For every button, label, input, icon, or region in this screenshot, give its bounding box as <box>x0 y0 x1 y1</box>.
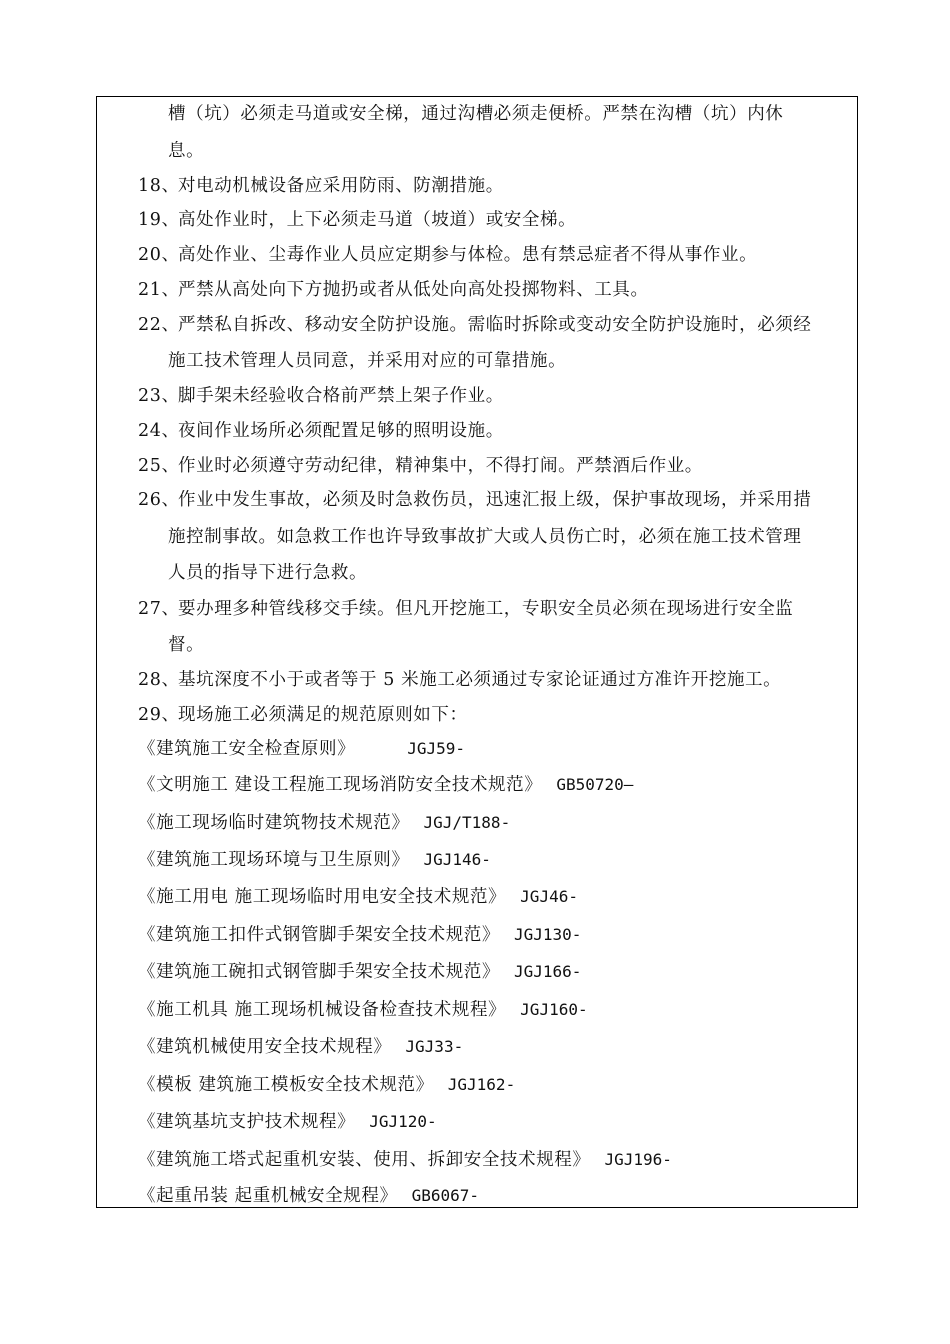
item-text: 夜间作业场所必须配置足够的照明设施。 <box>178 421 504 441</box>
item-number: 25、 <box>138 456 180 476</box>
standard-entry <box>138 774 633 796</box>
list-item-continuation: 息。 <box>168 141 205 161</box>
standard-code: JGJ/T188- <box>423 813 511 832</box>
item-number: 23、 <box>138 386 180 406</box>
standard-title: 《模板 建筑施工模板安全技术规范》 <box>138 1075 434 1095</box>
standard-title: 《建筑机械使用安全技术规程》 <box>138 1037 392 1057</box>
item-number: 22、 <box>138 315 180 335</box>
item-number: 27、 <box>138 599 180 619</box>
standard-title: 《建筑施工塔式起重机安装、使用、拆卸安全技术规程》 <box>138 1150 591 1170</box>
list-item-continuation: 人员的指导下进行急救。 <box>168 563 368 583</box>
standard-title: 《施工用电 施工现场临时用电安全技术规范》 <box>138 887 507 907</box>
standard-entry <box>138 812 510 834</box>
standard-entry <box>138 1036 463 1058</box>
standard-code: JGJ120- <box>369 1112 437 1131</box>
standard-entry <box>138 1074 515 1096</box>
item-text: 脚手架未经验收合格前严禁上架子作业。 <box>178 386 504 406</box>
standard-code: JGJ196- <box>604 1150 672 1169</box>
standard-title: 《建筑施工扣件式钢管脚手架安全技术规范》 <box>138 925 500 945</box>
standard-title: 《建筑基坑支护技术规程》 <box>138 1112 356 1132</box>
standard-entry <box>138 1149 672 1171</box>
standard-code: JGJ160- <box>520 1000 588 1019</box>
item-text: 严禁私自拆改、移动安全防护设施。需临时拆除或变动安全防护设施时，必须经 <box>178 315 812 335</box>
standard-entry <box>138 961 581 983</box>
standard-title: 《建筑施工碗扣式钢管脚手架安全技术规范》 <box>138 962 500 982</box>
item-number: 24、 <box>138 421 180 441</box>
standard-entry <box>138 849 491 871</box>
item-text: 作业中发生事故，必须及时急救伤员，迅速汇报上级，保护事故现场，并采用措 <box>178 490 812 510</box>
standard-code: JGJ33- <box>405 1037 464 1056</box>
item-text: 对电动机械设备应采用防雨、防潮措施。 <box>178 176 504 196</box>
list-item-continuation: 施工技术管理人员同意，并采用对应的可靠措施。 <box>168 351 567 371</box>
item-number: 19、 <box>138 210 180 230</box>
item-text: 作业时必须遵守劳动纪律，精神集中，不得打闹。严禁酒后作业。 <box>178 456 703 476</box>
standard-code: GB6067- <box>411 1186 479 1205</box>
standard-entry <box>138 924 581 946</box>
list-item-continuation: 施控制事故。如急救工作也许导致事故扩大或人员伤亡时，必须在施工技术管理 <box>168 527 802 547</box>
item-number: 18、 <box>138 176 180 196</box>
standard-title: 《起重吊装 起重机械安全规程》 <box>138 1186 398 1206</box>
item-number: 29、 <box>138 705 180 725</box>
list-item-continuation: 督。 <box>168 635 205 655</box>
standard-code: JGJ46- <box>520 887 578 906</box>
item-number: 28、 <box>138 670 180 690</box>
standard-title: 《文明施工 建设工程施工现场消防安全技术规范》 <box>138 775 543 795</box>
standard-entry <box>138 1111 437 1133</box>
item-text: 现场施工必须满足的规范原则如下： <box>178 705 468 725</box>
standard-entry <box>138 1185 479 1207</box>
standard-title: 《施工现场临时建筑物技术规范》 <box>138 813 410 833</box>
standard-code: JGJ146- <box>423 850 491 869</box>
standard-code: JGJ59- <box>407 739 465 758</box>
item-number: 21、 <box>138 280 180 300</box>
standard-code: GB50720— <box>556 775 634 794</box>
standard-title: 《施工机具 施工现场机械设备检查技术规程》 <box>138 1000 507 1020</box>
standard-code: JGJ130- <box>514 925 582 944</box>
standard-entry <box>138 738 465 760</box>
item-text: 严禁从高处向下方抛扔或者从低处向高处投掷物料、工具。 <box>178 280 649 300</box>
item-text: 高处作业、尘毒作业人员应定期参与体检。患有禁忌症者不得从事作业。 <box>178 245 758 265</box>
standard-code: JGJ166- <box>514 962 582 981</box>
item-number: 20、 <box>138 245 180 265</box>
standard-code: JGJ162- <box>447 1075 516 1094</box>
item-text: 要办理多种管线移交手续。但凡开挖施工，专职安全员必须在现场进行安全监 <box>178 599 794 619</box>
standard-title: 《建筑施工安全检查原则》 <box>138 739 356 759</box>
standard-title: 《建筑施工现场环境与卫生原则》 <box>138 850 410 870</box>
standard-entry <box>138 999 588 1021</box>
standard-entry <box>138 886 578 908</box>
item-number: 26、 <box>138 490 180 510</box>
item-text: 高处作业时，上下必须走马道（坡道）或安全梯。 <box>178 210 577 230</box>
list-item-continuation: 槽（坑）必须走马道或安全梯，通过沟槽必须走便桥。严禁在沟槽（坑）内休 <box>168 104 784 124</box>
item-text: 基坑深度不小于或者等于 5 米施工必须通过专家论证通过方准许开挖施工。 <box>178 670 782 690</box>
